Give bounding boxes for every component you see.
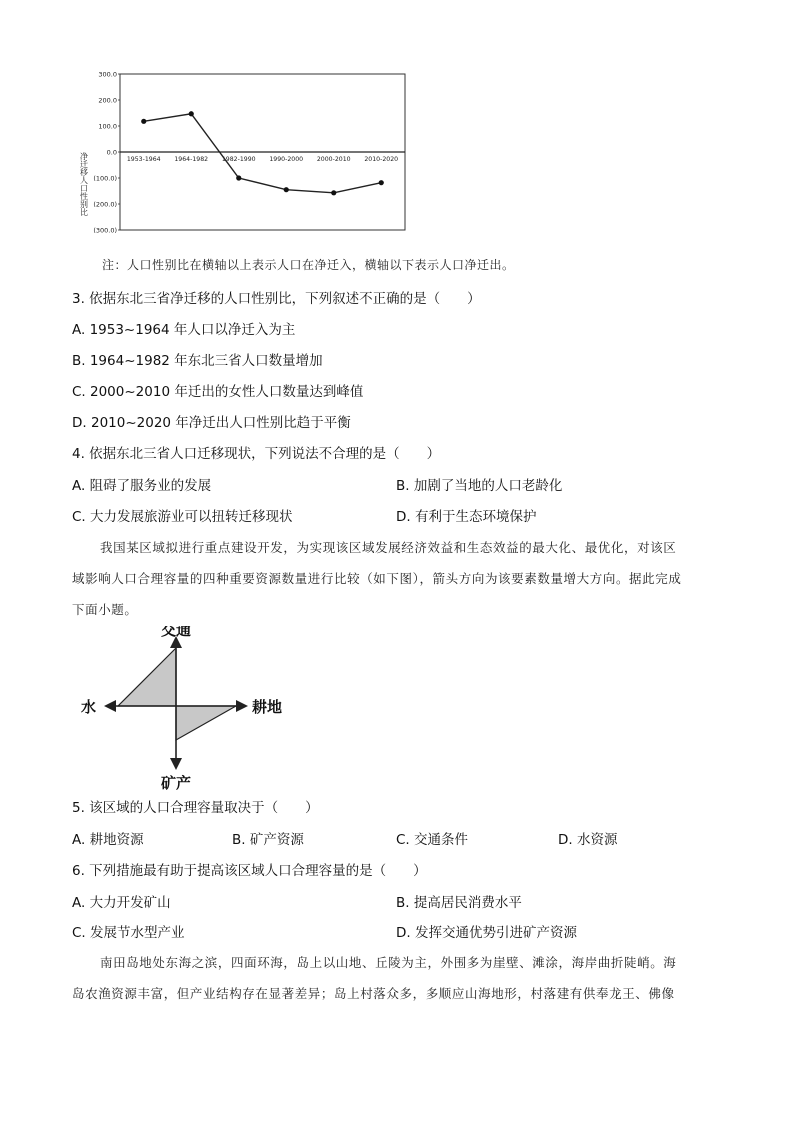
x-tick-label: 1990-2000 (269, 156, 304, 163)
y-tick-label: 0.0 (106, 148, 117, 157)
question-5-option-a: A. 耕地资源 (72, 832, 144, 848)
data-point (331, 190, 336, 195)
label-minerals: 矿产 (160, 774, 192, 792)
question-4-option-b: B. 加剧了当地的人口老龄化 (396, 478, 563, 494)
x-tick-label: 1982-1990 (221, 156, 256, 163)
data-point (236, 175, 241, 180)
x-tick-label: 2000-2010 (316, 156, 351, 163)
data-point (379, 180, 384, 185)
question-5-option-d: D. 水资源 (558, 832, 618, 848)
passage-1-line-1: 我国某区域拟进行重点建设开发，为实现该区域发展经济效益和生态效益的最大化、最优化，对该区 (100, 540, 677, 555)
x-tick-label: 1964-1982 (174, 156, 209, 163)
question-4-option-d: D. 有利于生态环境保护 (396, 509, 537, 525)
series-line (144, 114, 382, 193)
x-tick-label: 2010-2020 (364, 156, 399, 163)
question-6-option-b: B. 提高居民消费水平 (396, 895, 522, 911)
y-tick-label: 100.0 (98, 122, 117, 131)
y-axis-label: 净迁移人口性别比 (79, 152, 89, 216)
question-6-option-c: C. 发展节水型产业 (72, 925, 185, 941)
question-3-option-d: D. 2010~2020 年净迁出人口性别比趋于平衡 (72, 415, 351, 431)
arrow-right-icon (236, 700, 248, 712)
question-6-option-a: A. 大力开发矿山 (72, 895, 171, 911)
question-3-option-c: C. 2000~2010 年迁出的女性人口数量达到峰值 (72, 384, 364, 400)
label-water: 水 (81, 698, 97, 716)
data-point (141, 119, 146, 124)
question-3-stem: 3. 依据东北三省净迁移的人口性别比，下列叙述不正确的是（ ） (72, 291, 481, 307)
question-4-option-a: A. 阻碍了服务业的发展 (72, 478, 212, 494)
question-6-option-d: D. 发挥交通优势引进矿产资源 (396, 925, 577, 941)
question-5-stem: 5. 该区域的人口合理容量取决于（ ） (72, 800, 319, 816)
passage-2-line-2: 岛农渔资源丰富，但产业结构存在显著差异；岛上村落众多，多顺应山海地形，村落建有供奉龙王、佛像 (72, 986, 675, 1001)
passage-1-line-3: 下面小题。 (72, 602, 138, 617)
chart-note: 注：人口性别比在横轴以上表示人口在净迁入，横轴以下表示人口净迁出。 (102, 258, 515, 272)
arrow-down-icon (170, 758, 182, 770)
question-6-stem: 6. 下列措施最有助于提高该区域人口合理容量的是（ ） (72, 863, 427, 879)
y-tick-label: (100.0) (93, 174, 117, 183)
y-tick-label: (300.0) (93, 226, 117, 235)
y-tick-label: (200.0) (93, 200, 117, 209)
label-transport: 交通 (160, 626, 192, 639)
data-point (189, 111, 194, 116)
passage-1-line-2: 域影响人口合理容量的四种重要资源数量进行比较（如下图），箭头方向为该要素数量增大方向。据此完成 (72, 571, 682, 586)
question-4-stem: 4. 依据东北三省人口迁移现状，下列说法不合理的是（ ） (72, 446, 441, 462)
question-5-option-b: B. 矿产资源 (232, 832, 304, 848)
passage-2-line-1: 南田岛地处东海之滨，四面环海，岛上以山地、丘陵为主，外围多为崖壁、滩涂，海岸曲折陡峭。海 (100, 955, 677, 970)
diagram-svg (78, 626, 298, 796)
question-5-option-c: C. 交通条件 (396, 832, 469, 848)
resource-polygon (118, 648, 236, 740)
y-tick-label: 300.0 (98, 70, 117, 79)
chart-svg (70, 68, 410, 238)
question-3-option-a: A. 1953~1964 年人口以净迁入为主 (72, 322, 296, 338)
data-point (284, 187, 289, 192)
question-3-option-b: B. 1964~1982 年东北三省人口数量增加 (72, 353, 323, 369)
question-4-option-c: C. 大力发展旅游业可以扭转迁移现状 (72, 509, 293, 525)
x-tick-label: 1953-1964 (126, 156, 161, 163)
y-tick-label: 200.0 (98, 96, 117, 105)
arrow-left-icon (104, 700, 116, 712)
label-farmland: 耕地 (252, 698, 283, 716)
resource-diagram (78, 626, 298, 796)
sex-ratio-chart (70, 68, 410, 238)
